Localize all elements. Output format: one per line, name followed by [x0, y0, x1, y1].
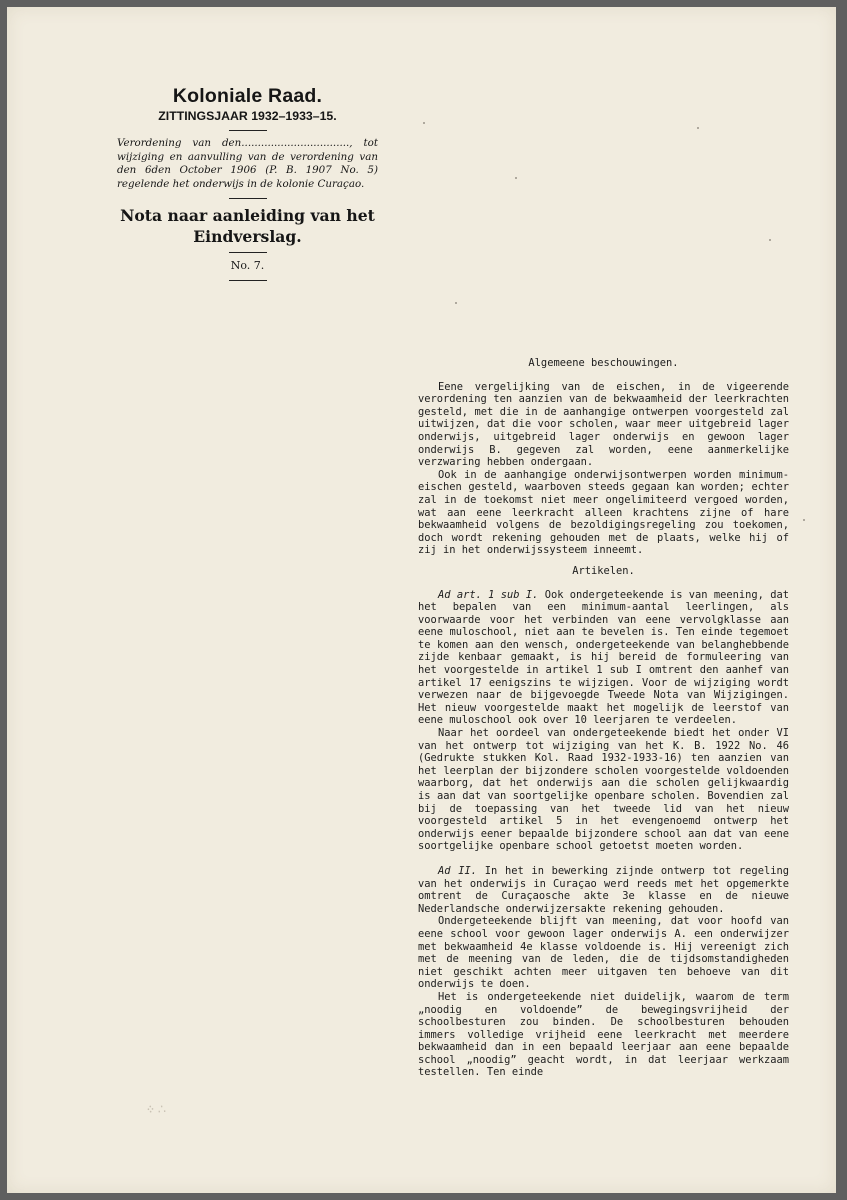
- paragraph-text: In het in bewerking zijnde ontwerp tot regeling van het onderwijs in Curaçao werd reeds met het opgemerkte omtrent de Curaçaosche akte 3e klasse en de nieuwe Nederlandsche onderwijzersakte rekening gehouden.: [418, 864, 789, 915]
- general-heading: Algemeene beschouwingen.: [528, 357, 679, 369]
- article-reference: Ad II.: [438, 864, 477, 877]
- article-reference: Ad art. 1 sub I.: [438, 588, 539, 601]
- divider: [229, 252, 267, 253]
- nota-title: Nota naar aanleiding van het Eindverslag.: [120, 205, 375, 246]
- faint-stamp: ᠅ ∴: [143, 1102, 167, 1119]
- paragraph: Naar het oordeel van ondergeteekende biedt het onder VI van het ontwerp tot wijziging van het K. B. 1922 No. 46 (Gedrukte stukken Kol. Raad 1932-1933-16) ten aanzien van het leerplan der bijzondere scholen voorgestelde voldoenden waarborg, dat het onderwijs aan die scholen gelijkwaardig is aan dat van soortgelijke openbare scholen. Bovendien zal bij de toepassing van het tweede lid van het nieuw voorgesteld artikel 5 in het evengenoemd ontwerp het onderwijs eener bepaalde bijzondere school aan dat van eene soortgelijke openbare school getoetst moeten worden.: [418, 727, 789, 853]
- paragraph: Ook in de aanhangige onderwijsontwerpen worden minimum-eischen gesteld, waarboven steeds gegaan kan worden; echter zal in de toekomst niet meer ongelimiteerd vergoed worden, wat aan eene leerkracht alleen krachtens zijne of hare bekwaamheid volgens de bezoldigingsregeling zou toekomen, doch wordt rekening gehouden met de plaats, welke hij of zij in het onderwijssysteem inneemt.: [418, 468, 789, 557]
- paragraph: Het is ondergeteekende niet duidelijk, waarom de term „noodig en voldoende” de bewegingsvrijheid der schoolbesturen zou binden. De schoolbesturen behouden immers volledige vrijheid eene leerkracht met meerdere bekwaamheid dan in een bepaald leerjaar aan eene bepaalde school „noodig” geacht wordt, in dat leerjaar werkzaam testellen. Ten einde: [418, 990, 789, 1079]
- paragraph-text: Ook ondergeteekende is van meening, dat het bepalen van een minimum-aantal leerlingen, als voorwaarde voor het verbinden van eene vervolgklasse aan eene muloschool, niet aan te bevelen is. Ten einde tegemoet te komen aan den wensch, ondergeteekende van belanghebbende zijde kenbaar gemaakt, is hij bereid de formuleering van het voorgestelde in artikel 1 sub I omtrent den aanhef van artikel 17 eenigszins te wijzigen. Voor de wijziging wordt verwezen naar de bijgevoegde Tweede Nota van Wijzigingen. Het nieuw voorgestelde maakt het mogelijk de leerstof van eene muloschool ook over 10 leerjaren te verdeelen.: [418, 588, 789, 727]
- divider: [229, 280, 267, 281]
- paragraph: [418, 589, 789, 728]
- document-page: [7, 7, 836, 1193]
- divider: [229, 130, 267, 131]
- council-title: Koloniale Raad.: [172, 85, 323, 107]
- document-header: [115, 85, 380, 287]
- paragraph: [418, 865, 789, 915]
- paragraph: Ondergeteekende blijft van meening, dat voor hoofd van eene school voor gewoon lager onderwijs A. een onderwijzer met bekwaamheid 4e klasse voldoende is. Hij vereenigt zich met de meening van de leden, die de tijdsomstandigheden niet geschikt achten meer uitgaven ten behoeve van dit onderwijs te doen.: [418, 915, 789, 991]
- ordinance-description: Verordening van den................................., tot wijziging en aanvulling van de verordening van den 6den October 1906 (P. B. 1907 No. 5) regelende het onderwijs in de kolonie Curaçao.: [117, 137, 378, 191]
- document-body: [418, 357, 789, 1079]
- session-year: ZITTINGSJAAR 1932–1933–15.: [158, 109, 337, 123]
- document-number: No. 7.: [230, 258, 265, 272]
- divider: [229, 198, 267, 199]
- articles-heading: Artikelen.: [572, 564, 635, 577]
- paragraph: Eene vergelijking van de eischen, in de vigeerende verordening ten aanzien van de bekwaamheid der leerkrachten gesteld, met die in de aanhangige ontwerpen voorgesteld zal uitwijzen, dat die voor scholen, waar meer uitgebreid lager onderwijs, uitgebreid lager onderwijs en gewoon lager onderwijs B. gegeven zal worden, eene aanmerkelijke verzwaring hebben ondergaan.: [418, 380, 789, 469]
